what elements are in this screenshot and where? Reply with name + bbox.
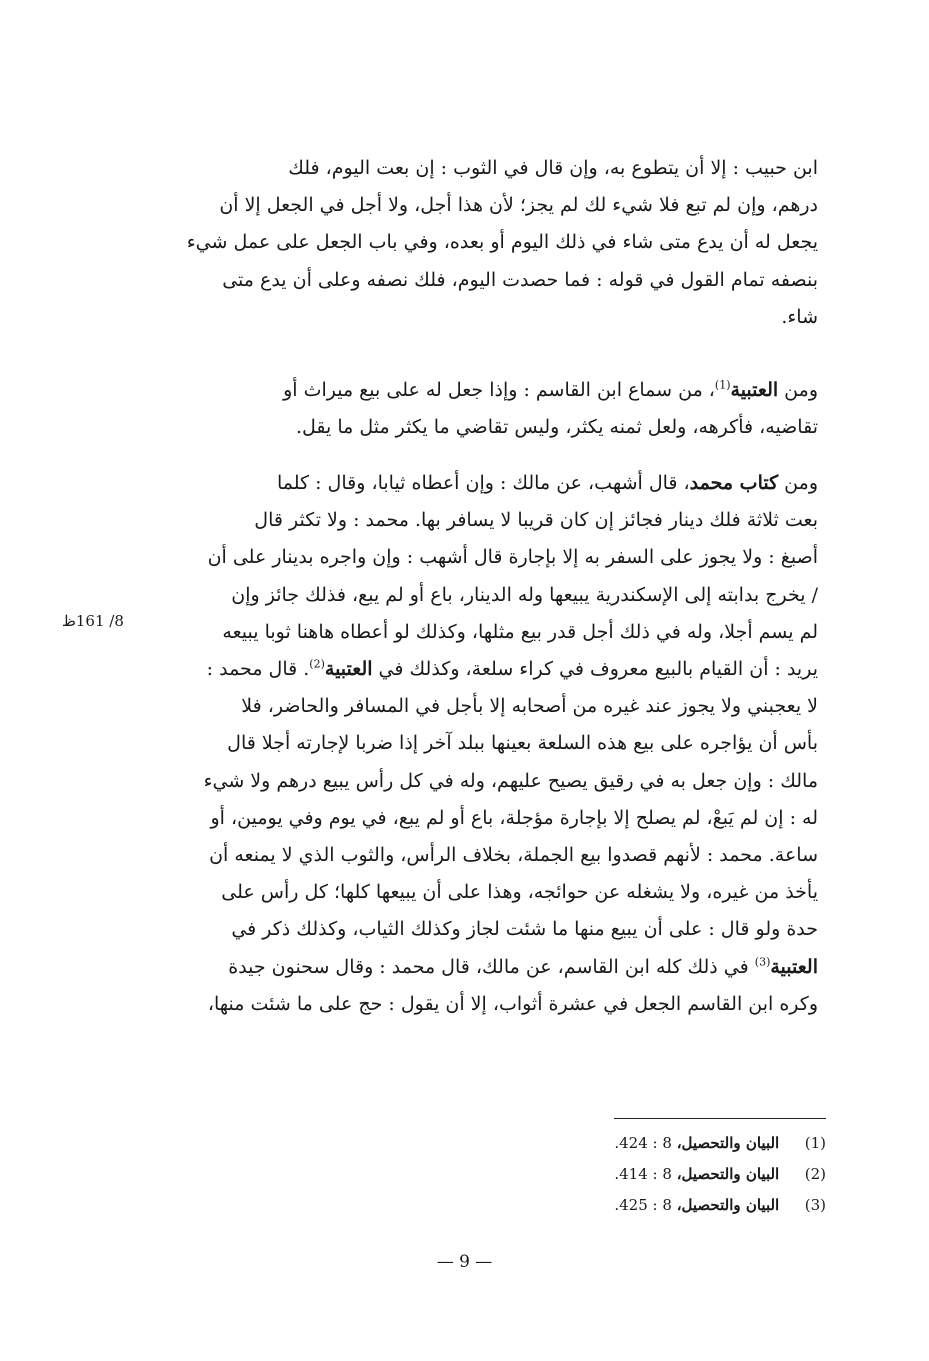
footnote-item <box>500 1159 826 1190</box>
footnote-reference: 8 : 425. <box>614 1196 672 1214</box>
text-line: بنصفه تمام القول في قوله : فما حصدت اليوم، فلك نصفه وعلى أن يدع متى <box>222 268 818 291</box>
text-line <box>158 651 818 688</box>
text-line <box>158 372 818 409</box>
text-line: يأخذ من غيره، ولا يشغله عن حوائجه، وهذا على أن يبيعها كلها؛ كل رأس على <box>221 881 818 904</box>
text-line: تقاضيه، فأكرهه، ولعل ثمنه يكثر، وليس تقاضي ما يكثر مثل ما يقل. <box>295 416 818 439</box>
paragraph-1 <box>158 150 818 336</box>
footnote-ref: (2) <box>309 657 325 671</box>
text-line: ابن حبيب : إلا أن يتطوع به، وإن قال في الثوب : إن بعت اليوم، فلك <box>288 157 818 179</box>
footnote-reference: 8 : 424. <box>614 1134 672 1152</box>
footnotes <box>500 1128 826 1221</box>
text-line: بأس أن يؤاجره على بيع هذه السلعة بعينها ببلد آخر إذا ضربا لإجارته أجلا قال <box>227 732 818 755</box>
text-segment: . قال محمد : <box>206 658 310 681</box>
text-line: لم يسم أجلا، وله في ذلك أجل قدر بيع مثلها، وكذلك لو أعطاه هاهنا ثوبا يبيعه <box>222 620 818 643</box>
footnote-source: البيان والتحصيل، <box>676 1196 780 1214</box>
text-line: ساعة. محمد : لأنهم قصدوا بيع الجملة، بخلاف الرأس، والثوب الذي لا يمنعه أن <box>209 844 818 867</box>
source-title: كتاب محمد <box>689 472 779 494</box>
source-title: العتبية <box>324 658 373 681</box>
text-segment: ، من سماع ابن القاسم : وإذا جعل له على بيع ميراث أو <box>283 379 715 401</box>
paragraph-2 <box>158 372 818 446</box>
text-segment: ومن <box>778 379 818 401</box>
text-line: أصبغ : ولا يجوز على السفر به إلا بإجارة قال أشهب : وإن واجره بدينار على أن <box>207 546 818 569</box>
text-line: بعت ثلاثة فلك دينار فجائز إن كان قريبا لا يسافر بها. محمد : ولا تكثر قال <box>254 509 818 532</box>
text-line: حدة ولو قال : على أن يبيع منها ما شئت لجاز وكذلك الثياب، وكذلك ذكر في <box>231 918 818 941</box>
footnote-number: (3) <box>804 1196 826 1214</box>
text-line: شاء. <box>781 305 818 328</box>
text-segment: ، قال أشهب، عن مالك : وإن أعطاه ثيابا، وقال : كلما <box>276 472 690 494</box>
text-line: مالك : وإن جعل به في رقيق يصيح عليهم، وله في كل رأس يبيع درهم ولا شيء <box>203 769 818 792</box>
footnote-reference: 8 : 414. <box>614 1165 672 1183</box>
text-line: درهم، وإن لم تبع فلا شيء لك لم يجز؛ لأن هذا أجل، ولا أجل في الجعل إلا أن <box>219 194 818 217</box>
text-segment: يريد : أن القيام بالبيع معروف في كراء سلعة، وكذلك في <box>372 658 818 681</box>
footnote-number: (1) <box>804 1134 826 1152</box>
footnote-item <box>500 1128 826 1159</box>
text-segment: في ذلك كله ابن القاسم، عن مالك، قال محمد : وقال سحنون جيدة <box>228 955 755 978</box>
text-segment: ومن <box>778 472 818 494</box>
footnote-divider <box>614 1118 826 1119</box>
text-line: له : إن لم يَبعْ، لم يصلح إلا بإجارة مؤجلة، باع أو لم يبع، في يوم وفي يومين، أو <box>210 806 818 829</box>
footnote-source: البيان والتحصيل، <box>676 1134 780 1152</box>
source-title: العتبية <box>770 955 818 978</box>
footnote-source: البيان والتحصيل، <box>676 1165 780 1183</box>
footnote-ref: (3) <box>754 955 771 969</box>
text-line <box>158 465 818 502</box>
footnote-ref: (1) <box>714 378 731 392</box>
paragraph-3 <box>158 465 818 1023</box>
text-line: / يخرج بدابته إلى الإسكندرية يبيعها وله الدينار، باع أو لم يبع، فذلك جائز وإن <box>231 583 818 606</box>
footnote-number: (2) <box>804 1165 826 1183</box>
source-title: العتبية <box>730 379 779 401</box>
page-number: — 9 — <box>436 1252 493 1272</box>
footnote-item <box>500 1190 826 1221</box>
manuscript-folio-note: 8/ 161ظ <box>62 612 124 630</box>
text-line: لا يعجبني ولا يجوز عند غيره من أصحابه إلا بأجل في المسافر والحاضر، فلا <box>241 695 818 718</box>
text-line: وكره ابن القاسم الجعل في عشرة أثواب، إلا أن يقول : حج على ما شئت منها، <box>207 992 818 1015</box>
text-line <box>158 949 818 986</box>
text-line: يجعل له أن يدع متى شاء في ذلك اليوم أو بعده، وفي باب الجعل على عمل شيء <box>186 231 818 254</box>
